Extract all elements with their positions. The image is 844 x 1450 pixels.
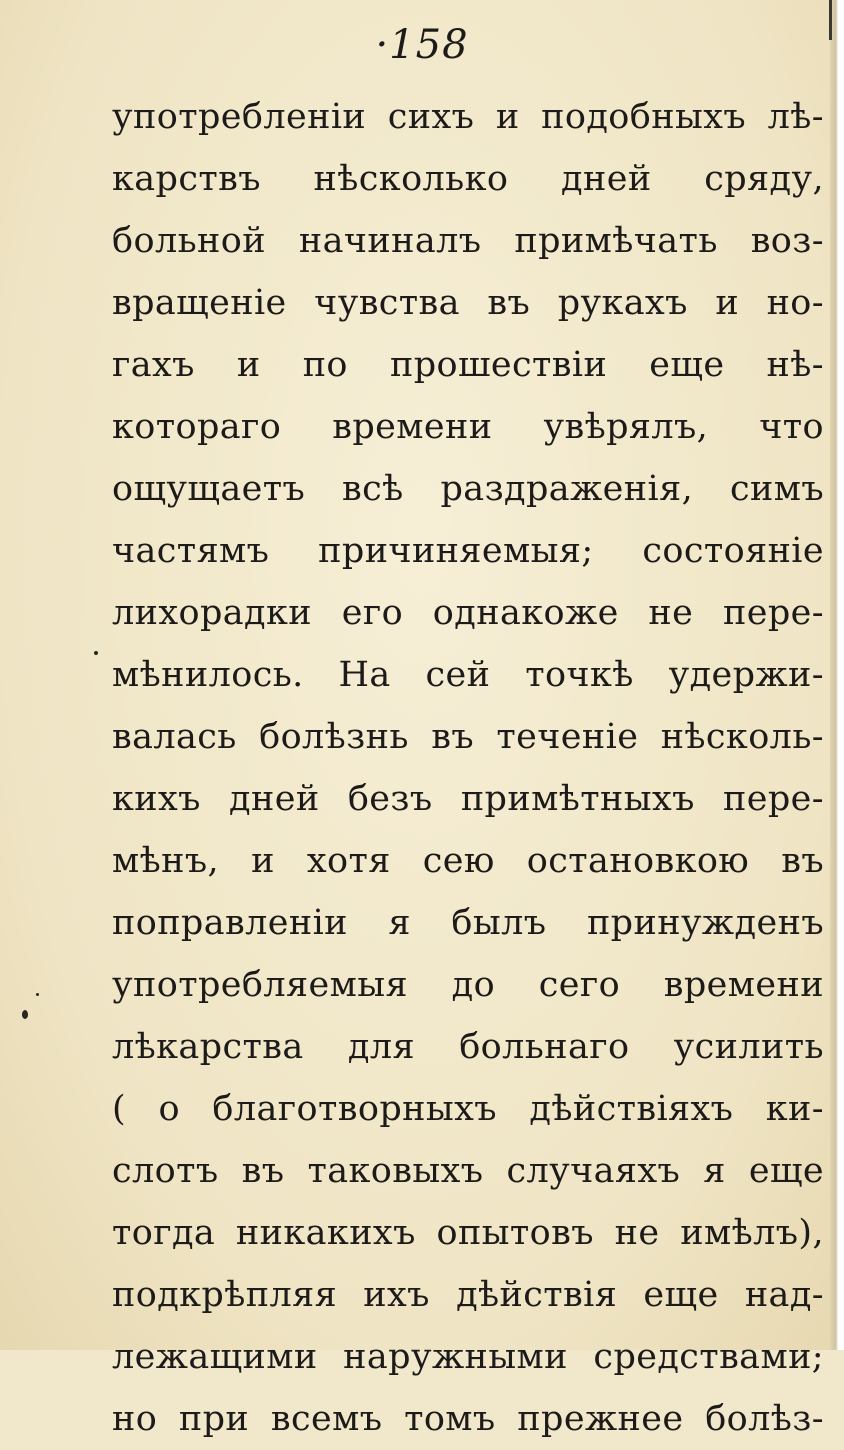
text-line: поправленіи я былъ принужденъ — [112, 903, 824, 943]
page-number: ·158 — [375, 22, 469, 68]
text-line: частямъ причиняемыя; состояніе — [112, 531, 824, 571]
text-line: лихорадки его однакоже не пере- — [112, 593, 824, 633]
ink-speck — [22, 1010, 28, 1019]
text-line: слотъ въ таковыхъ случаяхъ я еще — [112, 1151, 824, 1191]
text-line: больной начиналъ примѣчать воз- — [112, 221, 824, 261]
text-line: употребляемыя до сего времени — [112, 965, 824, 1005]
text-line: лѣкарства для больнаго усилить — [112, 1027, 824, 1067]
text-line: валась болѣзнь въ теченіе нѣсколь- — [112, 717, 824, 757]
ink-speck — [94, 651, 98, 655]
text-line: карствъ нѣсколько дней сряду, — [112, 159, 824, 199]
text-line: употребленіи сихъ и подобныхъ лѣ- — [112, 97, 824, 137]
text-line: ( о благотворныхъ дѣйствіяхъ ки- — [112, 1089, 824, 1129]
text-line: мѣнилось. На сей точкѣ удержи- — [112, 655, 824, 695]
text-line: гахъ и по прошествіи еще нѣ- — [112, 345, 824, 385]
text-line: котораго времени увѣрялъ, что — [112, 407, 824, 447]
text-line: вращеніе чувства въ рукахъ и но- — [112, 283, 824, 323]
ink-speck — [36, 993, 39, 996]
text-line: ощущаетъ всѣ раздраженія, симъ — [112, 469, 824, 509]
page-edge — [830, 0, 844, 1350]
text-line: лежащими наружными средствами; — [112, 1337, 824, 1377]
text-line: тогда никакихъ опытовъ не имѣлъ), — [112, 1213, 824, 1253]
body-text — [112, 86, 824, 1450]
text-line: кихъ дней безъ примѣтныхъ пере- — [112, 779, 824, 819]
text-line: подкрѣпляя ихъ дѣйствія еще над- — [112, 1275, 824, 1315]
text-line: мѣнъ, и хотя сею остановкою въ — [112, 841, 824, 881]
text-line: но при всемъ томъ прежнее болѣз- — [112, 1399, 824, 1439]
